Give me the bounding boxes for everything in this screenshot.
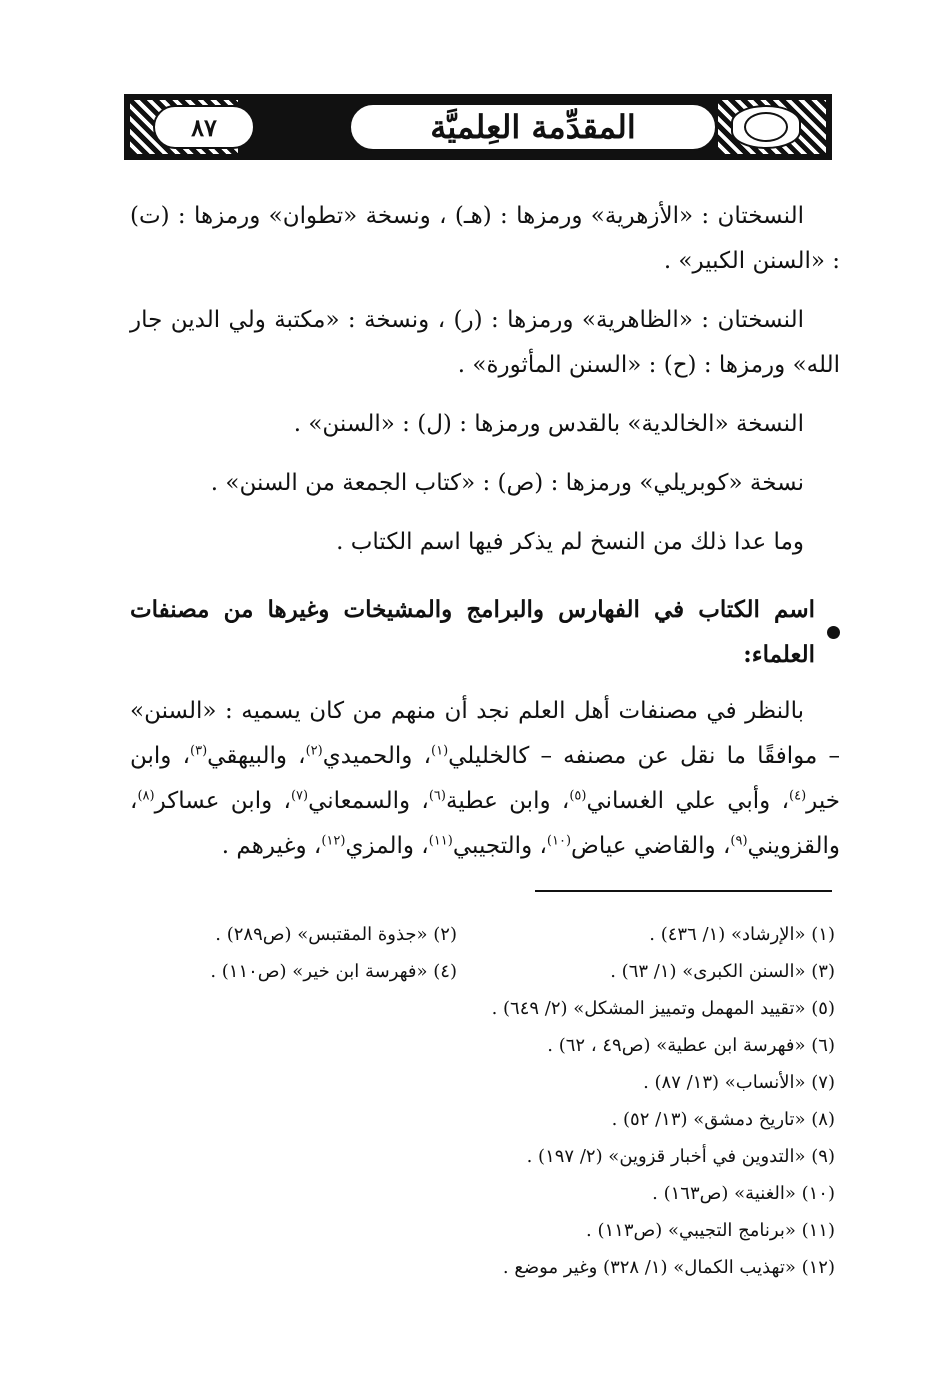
section-heading: [130, 587, 840, 677]
book-seal-icon: [731, 105, 801, 149]
footnote-10: (١٠) «الغنية» (ص١٦٣) .: [652, 1183, 835, 1204]
page-number: ٨٧: [191, 112, 217, 142]
footnote-mark[interactable]: (٢): [305, 743, 323, 759]
footnote-12: (١٢) «تهذيب الكمال» (١/ ٣٢٨) وغير موضع .: [502, 1257, 835, 1278]
footnotes: [115, 916, 835, 1286]
footnote-mark[interactable]: (٩): [730, 833, 748, 849]
ref-name: والقزويني: [747, 833, 840, 859]
footnote-5: (٥) «تقييد المهمل وتمييز المشكل» (٢/ ٦٤٩) .: [491, 998, 835, 1019]
header-title-panel: [349, 103, 717, 151]
footnote-2: (٢) «جذوة المقتبس» (ص٢٨٩) .: [215, 924, 457, 945]
footnote-row: [115, 916, 835, 953]
footnote-7: (٧) «الأنساب» (١٣/ ٨٧) .: [643, 1072, 835, 1093]
footnote-separator: [535, 890, 832, 892]
ref-name: والسمعاني: [308, 788, 411, 814]
footnote-mark[interactable]: (٨): [137, 788, 155, 804]
footnote-mark[interactable]: (٤): [789, 788, 807, 804]
ref-name: والقاضي عياض: [571, 833, 716, 859]
footnote-9: (٩) «التدوين في أخبار قزوين» (٢/ ١٩٧) .: [526, 1146, 835, 1167]
footnote-4: (٤) «فهرسة ابن خير» (ص١١٠) .: [210, 961, 457, 982]
footnote-row: [115, 953, 835, 990]
paragraph-6: بالنظر في مصنفات أهل العلم نجد أن منهم من كان يسميه : «السنن» – موافقًا ما نقل عن مصنفه – كالخليلي$^{(١)}$، والحميدي$^{(٢)}$، والبيهقي$^{(٣)}$، وابن خير$^{(٤)}$، وأبي علي الغساني$^{(٥)}$، وابن عطية$^{(٦)}$، والسمعاني$^{(٧)}$، وابن عساكر$^{(٨)}$، والقزويني$^{(٩)}$، والقاضي عياض$^{(١٠)}$، والتجيبي$^{(١١)}$، والمزي$^{(١٢)}$، وغيرهم .: [130, 698, 841, 859]
ref-name: وابن عساكر: [154, 788, 273, 814]
ref-name: والحميدي: [322, 743, 413, 769]
footnote-mark[interactable]: (١): [431, 743, 449, 759]
paragraph-3: النسخة «الخالدية» بالقدس ورمزها : (ل) : «السنن» .: [293, 411, 804, 437]
footnote-11: (١١) «برنامج التجيبي» (ص١١٣) .: [586, 1220, 835, 1241]
paragraph-4: نسخة «كوبريلي» ورمزها : (ص) : «كتاب الجمعة من السنن» .: [210, 470, 804, 496]
main-text: [130, 194, 840, 883]
ref-name: وابن خير: [130, 743, 841, 814]
footnote-3: (٣) «السنن الكبرى» (١/ ٦٣) .: [610, 961, 835, 982]
ref-name: وابن عطية: [445, 788, 551, 814]
paragraph-2: النسختان : «الظاهرية» ورمزها : (ر) ، ونسخة : «مكتبة ولي الدين جار الله» ورمزها : (ح) : «السنن المأثورة» .: [130, 307, 840, 378]
page-title: المقدِّمة العِلميَّة: [430, 108, 636, 146]
footnote-mark[interactable]: (٥): [569, 788, 587, 804]
page-number-box: [153, 105, 255, 149]
footnote-mark[interactable]: (٦): [428, 788, 446, 804]
footnote-mark[interactable]: (١٢): [321, 833, 346, 849]
page-header: [124, 94, 832, 160]
paragraph-6-intro: بالنظر في مصنفات أهل العلم نجد أن منهم من كان يسميه : «السنن» – موافقًا ما نقل عن مصنفه –: [130, 698, 841, 769]
footnote-6: (٦) «فهرسة ابن عطية» (ص٤٩ ، ٦٢) .: [547, 1035, 835, 1056]
section-heading-text: اسم الكتاب في الفهارس والبرامج والمشيخات وغيرها من مصنفات العلماء:: [130, 596, 815, 668]
footnote-mark[interactable]: (٣): [190, 743, 208, 759]
footnote-mark[interactable]: (١٠): [546, 833, 572, 849]
ref-name: والبيهقي: [207, 743, 287, 769]
seal-inner-ring: [744, 112, 788, 142]
footnote-1: (١) «الإرشاد» (١/ ٤٣٦) .: [649, 924, 835, 945]
footnote-mark[interactable]: (٧): [290, 788, 309, 804]
bullet-icon: [827, 626, 840, 639]
ref-name: والمزي: [345, 833, 414, 859]
ref-name: والتجيبي: [452, 833, 533, 859]
paragraph-5: وما عدا ذلك من النسخ لم يذكر فيها اسم الكتاب .: [336, 529, 804, 555]
ref-name: كالخليلي: [448, 743, 530, 769]
footnote-mark[interactable]: (١١): [428, 833, 453, 849]
paragraph-6-ending: وغيرهم .: [221, 833, 307, 859]
paragraph-1: النسختان : «الأزهرية» ورمزها : (هـ) ، ونسخة «تطوان» ورمزها : (ت) : «السنن الكبير» .: [130, 203, 840, 274]
footnote-8: (٨) «تاريخ دمشق» (١٣/ ٥٢) .: [611, 1109, 835, 1130]
ref-name: وأبي علي الغساني: [586, 788, 771, 814]
